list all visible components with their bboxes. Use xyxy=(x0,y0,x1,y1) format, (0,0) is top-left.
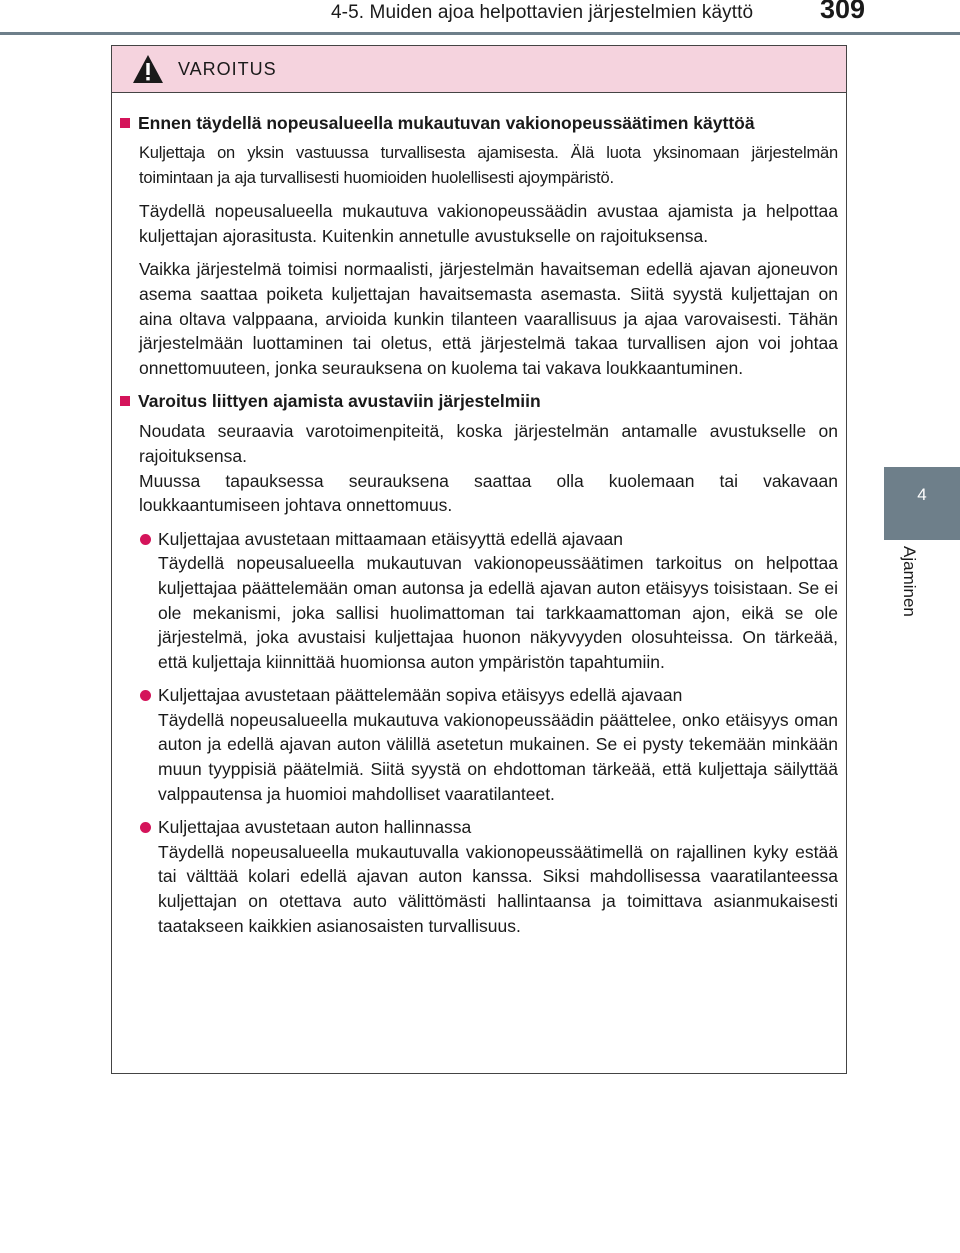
bullet-title: Kuljettajaa avustetaan päättelemään sopiva etäisyys edellä ajavaan xyxy=(158,685,683,706)
bullet-title: Kuljettajaa avustetaan auton hallinnassa xyxy=(158,817,472,838)
section-heading xyxy=(120,389,838,413)
bullet-title: Kuljettajaa avustetaan mittaamaan etäisyyttä edellä ajavaan xyxy=(158,528,624,549)
square-bullet-icon xyxy=(120,118,130,128)
paragraph: Täydellä nopeusalueella mukautuva vakionopeussäädin avustaa ajamista ja helpottaa kuljettajan ajorasitusta. Kuitenkin annetulle avustukselle on rajoituksensa. xyxy=(139,201,838,246)
warning-header xyxy=(112,46,846,93)
list-item xyxy=(140,815,838,938)
chapter-tab-label-area xyxy=(884,540,960,664)
chapter-number: 4 xyxy=(917,485,927,504)
header-rule xyxy=(0,32,960,35)
section-heading-text: Ennen täydellä nopeusalueella mukautuvan vakionopeussäätimen käyttöä xyxy=(138,113,755,133)
bullet-text: Täydellä nopeusalueella mukautuvalla vakionopeussäätimellä on rajallinen kyky estää tai välttää kolari edellä ajavan auton kanssa. Siksi mahdollisessa vaaratilanteessa kuljettajan on otettava auto välittömästi hallintaansa ja toimittava asianmukaisesti taatakseen kaikkien asianosaisten turvallisuus. xyxy=(158,841,838,936)
section-heading-text: Varoitus liittyen ajamista avustaviin järjestelmiin xyxy=(138,391,541,412)
chapter-label-text: Ajaminen xyxy=(900,546,919,617)
bullet-text: Täydellä nopeusalueella mukautuva vakionopeussäädin päättelee, onko etäisyys oman auton ja edellä ajavan auton välillä asetetun mukainen. Se ei pysty tekemään minkään muun tyyppisiä päätelmiä. Siitä syystä on ehdottoman tärkeää, että kuljettaja säilyttää valppautensa ja huomioi mahdolliset vaaratilanteet. xyxy=(158,709,838,804)
warning-triangle-icon xyxy=(132,54,164,84)
list-item xyxy=(140,683,838,806)
circle-bullet-icon xyxy=(140,690,151,701)
square-bullet-icon xyxy=(120,396,130,406)
warning-content xyxy=(112,93,846,938)
chapter-label xyxy=(897,546,919,646)
warning-label: VAROITUS xyxy=(178,58,277,79)
circle-bullet-icon xyxy=(140,822,151,833)
paragraph: Noudata seuraavia varotoimenpiteitä, koska järjestelmän antamalle avustukselle on rajoituksensa. xyxy=(139,421,838,466)
section-heading xyxy=(120,111,838,135)
warning-box xyxy=(111,45,847,1074)
paragraph: Kuljettaja on yksin vastuussa turvallisesta ajamisesta. Älä luota yksinomaan järjestelmän toimintaan ja aja turvallisesti huomioiden huolellisesti ajoympäristö. xyxy=(139,144,838,187)
paragraph: Vaikka järjestelmä toimisi normaalisti, järjestelmän havaitseman edellä ajavan ajoneuvon asema saattaa poiketa kuljettajan havaitsemasta asemasta. Siitä syystä kuljettajan on aina oltava valppaana, arvioida kunkin tilanteen vaarallisuus ja ajaa varovaisesti. Tähän järjestelmään luottaminen tai oletus, että järjestelmä takaa turvallisen ajon voi johtaa onnettomuuteen, jonka seurauksena on kuolema tai vakava loukkaantuminen. xyxy=(139,259,838,378)
section-title: 4-5. Muiden ajoa helpottavien järjestelmien käyttö xyxy=(331,2,754,23)
page-number: 309 xyxy=(820,0,866,24)
paragraph: Muussa tapauksessa seurauksena saattaa olla kuolemaan tai vakavaan loukkaantumiseen johtava onnettomuus. xyxy=(139,470,838,516)
circle-bullet-icon xyxy=(140,534,151,545)
bullet-text: Täydellä nopeusalueella mukautuvan vakionopeussäätimen tarkoitus on helpottaa kuljettajaa päättelemään oman autonsa ja edellä ajavan auton etäisyys toisistaan. Se ei ole mekanismi, joka sallisi huolimattoman tai tarkkaamattoman ajon, eikä se ole järjestelmä, joka avustaisi kuljettajaa huonon näkyvyyden olosuhteissa. On tärkeää, että kuljettaja kiinnittää huomionsa auton ympäristön tapahtumiin. xyxy=(158,553,838,672)
list-item xyxy=(140,527,838,675)
